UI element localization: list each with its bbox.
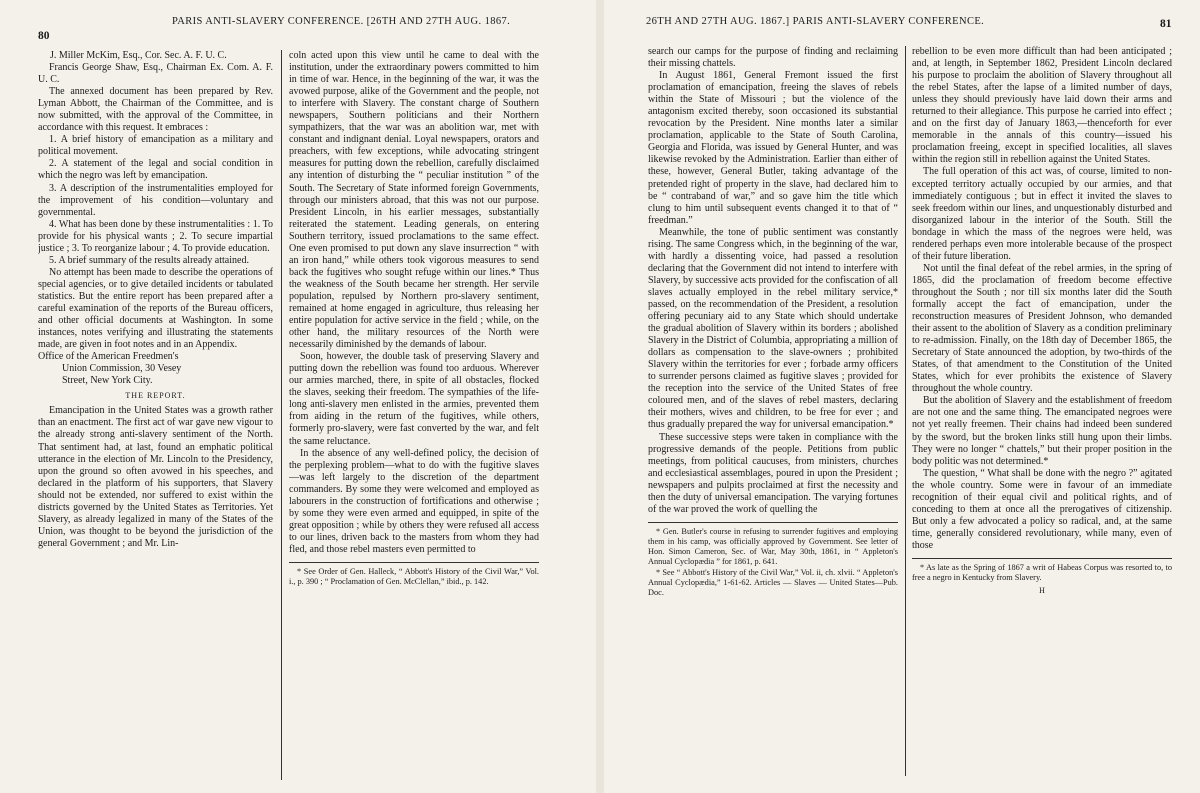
paragraph: coln acted upon this view until he came to deal with the institution, under the extraordinary powers committed to him in time of war. Hence, in the beginning of the war, it was the avowed purpose, alike of the Government and the people, not to interfere with Slavery. The constant charge of Southern newspapers, Southern politicians and their Northern sympathizers, that the war was an abolition war, met with constant and indignant denial. Loyal newspapers, orators and preachers, with few exceptions, while advocating stringent measures for putting down the rebellion, carefully disclaimed any intention of disturbing the “ peculiar institution ” of the South. The Secretary of State informed foreign Governments, through our ministers abroad, that this was not our purpose. President Lincoln, in his earlier messages, substantially reiterated the statement. Leading generals, on entering Southern territory, issued proclamations to the same effect. One even promised to put down any slave insurrection “ with an iron hand,” while others took vigorous measures to send back the fugitives who sought refuge within our lines.* Thus the weakness of the South became her strength. Her servile population, repulsed by Northern pro-slavery sentiment, remained at home engaged in agriculture, thus releasing her entire population for active service in the field ; while, on the other hand, the military resources of the North were necessarily diminished by the demands of labour.	[289, 50, 539, 351]
text-column-right	[289, 50, 539, 790]
paragraph: Not until the final defeat of the rebel armies, in the spring of 1865, did the proclamation of freedom become effective throughout the South ; nor till six months later did the South formally accept the fact of emancipation, under the reconstruction measures of President Johnson, who demanded their assent to the abolition of Slavery as a condition preliminary to re-admission. Finally, on the 18th day of December 1865, the Secretary of State announced the adoption, by two-thirds of the States, of that amendment to the Constitution of the United States, which for ever prohibits the existence of Slavery throughout the whole country.	[912, 262, 1172, 395]
book-gutter	[596, 0, 604, 793]
paragraph: These successive steps were taken in compliance with the progressive demands of the people. Petitions from public meetings, from political caucuses, from ministers, churches and ecclesiastical assemblages, poured in upon the President ; newspapers and pulpits proclaimed at first the necessity and then the duty of universal emancipation. The varying fortunes of the war proved the work of quelling the	[648, 431, 898, 515]
paragraph: Francis George Shaw, Esq., Chairman Ex. Com. A. F. U. C.	[38, 62, 273, 86]
office-address-line: Street, New York City.	[62, 375, 153, 387]
paragraph: The full operation of this act was, of course, limited to non-excepted territory actually occupied by our armies, and that immediately contiguous ; but in effect it invited the slaves to seek freedom within our lines, and unquestionably disturbed and disorganized labour in the interior of the South. Still the bondage in which the mass of the negroes were held, was rendered perhaps even more intolerable because of the prospect of their future liberation.	[912, 166, 1172, 262]
paragraph: The annexed document has been prepared by Rev. Lyman Abbott, the Chairman of the Committee, and is now submitted, with the approval of the Committee, in accordance with this request. It embraces :	[38, 86, 273, 134]
page-number: 81	[1160, 18, 1172, 30]
text-column-right	[912, 46, 1172, 790]
running-header: 26TH AND 27TH AUG. 1867.] PARIS ANTI-SLAVERY CONFERENCE.	[646, 16, 985, 27]
paragraph: 3. A description of the instrumentalities employed for the improvement of his condition—voluntary and governmental.	[38, 182, 273, 218]
paragraph: rebellion to be even more difficult than had been anticipated ; and, at length, in September 1862, President Lincoln declared his purpose to proclaim the abolition of Slavery throughout all the rebel States, after the lapse of a limited number of days, unless they should previously have laid down their arms and returned to their allegiance. This purpose he carried into effect ; and on the first day of January 1863,—thenceforth for ever memorable in the annals of this country—issued his proclamation freeing, except in specified localities, all slaves within the region still in rebellion against the United States.	[912, 46, 1172, 166]
paragraph: 4. What has been done by these instrumentalities : 1. To provide for his physical wants ; 2. To secure impartial justice ; 3. To reorganize labour ; 4. To provide education.	[38, 218, 273, 254]
right-page	[604, 0, 1200, 793]
footnote: * As late as the Spring of 1867 a writ of Habeas Corpus was resorted to, to free a negro in Kentucky from Slavery.	[912, 562, 1172, 583]
paragraph: In August 1861, General Fremont issued the first proclamation of emancipation, freeing the slaves of rebels within the State of Missouri ; but the violence of the antagonism excited thereby, soon occasioned its substantial revocation by the President. Nine months later a similar proclamation, applicable to the State of South Carolina, Georgia and Florida, was issued by General Hunter, and was likewise revoked by the Administration. Earlier than either of these, however, General Butler, taking advantage of the pretended right of property in the slave, had declared him to be “ contraband of war,” and so gave him the title which clung to him until subsequent events changed it to that of “ freedman.”	[648, 70, 898, 226]
column-divider	[281, 50, 282, 780]
paragraph: 2. A statement of the legal and social condition in which the negro was left by emancipation.	[38, 158, 273, 182]
paragraph: 1. A brief history of emancipation as a military and political movement.	[38, 134, 273, 158]
paragraph: J. Miller McKim, Esq., Cor. Sec. A. F. U. C.	[50, 50, 227, 61]
page-number: 80	[38, 30, 50, 42]
signature-mark: H	[1039, 586, 1045, 596]
office-address-line: Office of the American Freedmen's	[38, 351, 179, 363]
paragraph: But the abolition of Slavery and the establishment of freedom are not one and the same thing. The emancipated negroes were not yet really freemen. Their chains had indeed been sundered by the sword, but the broken links still hung upon their limbs. They were no longer “ chattels,” but their proper position in the body politic was not determined.*	[912, 395, 1172, 467]
footnote: * See Order of Gen. Halleck, “ Abbott's History of the Civil War,” Vol. i., p. 390 ; “ Proclamation of Gen. McClellan,” ibid., p. 142.	[289, 566, 539, 587]
paragraph: No attempt has been made to describe the operations of special agencies, or to give detailed incidents or tabulated statistics. But the entire report has been prepared after a careful examination of the reports of the Bureau officers, and other official documents at Washington. In some instances, notes verifying and illustrating the statements made, are given in foot notes and in an Appendix.	[38, 266, 273, 351]
paragraph: Emancipation in the United States was a growth rather than an enactment. The first act of war gave new vigour to the already strong anti-slavery sentiment of the North. That sentiment had, at last, found an emphatic political utterance in the election of Mr. Lincoln to the Presidency, upon the ground so often avowed in his speeches, and declared in the platform of his supporters, that Slavery should not be extended, nor suffered to exist within the districts governed by the United States as Territories. Yet Slavery, as already legalized in many of the States of the Union, was thought to be beyond the jurisdiction of the general Government ; and Mr. Lin-	[38, 405, 273, 549]
footnote-rule	[912, 558, 1172, 559]
text-column-left	[38, 50, 273, 790]
section-heading: THE REPORT.	[125, 391, 186, 401]
paragraph: Soon, however, the double task of preserving Slavery and putting down the rebellion was found too arduous. Wherever our armies marched, there, in spite of all obstacles, flocked the slaves, seeking their freedom. The sympathies of the life-long anti-slavery men enlisted in the armies, prevented them from aiding in the return of the fugitives, while others, formerly pro-slavery, were fast converted by the war, and felt the same reluctance.	[289, 351, 539, 447]
footnote: * Gen. Butler's course in refusing to surrender fugitives and employing them in his camp, was officially approved by Government. See letter of Hon. Simon Cameron, Sec. of War, May 30th, 1861, in “ Appleton's Annual Cyclopædia ” for 1861, p. 641.	[648, 526, 898, 567]
paragraph: 5. A brief summary of the results already attained.	[49, 254, 249, 266]
footnote: * See “ Abbott's History of the Civil War,” Vol. ii, ch. xlvii. “ Appleton's Annual Cyclopædia,” 1-61-62. Articles — Slaves — United States—Pub. Doc.	[648, 567, 898, 598]
column-divider	[905, 46, 906, 776]
office-address-line: Union Commission, 30 Vesey	[62, 363, 182, 375]
footnote-rule	[648, 522, 898, 523]
paragraph: Meanwhile, the tone of public sentiment was constantly rising. The same Congress which, in the beginning of the war, with hardly a dissenting voice, had passed a resolution declaring that the Government did not intend to interfere with Slavery, by successive acts provided for the confiscation of all slaves actually employed in the rebel military service,* passed, on the recommendation of the President, a resolution offering pecuniary aid to any State which should undertake the gradual abolition of Slavery within its borders ; abolished Slavery in the District of Columbia, appropriating a million of dollars as compensation to the slave-owners ; prohibited Slavery within the territories for ever ; forbade army officers to surrender persons claimed as fugitive slaves ; provided for the reception into the service of the United States of free coloured men, and of the slaves of rebel masters, declaring their mothers, wives and children, to be free for ever ; and thus gradually prepared the way for universal emancipation.*	[648, 226, 898, 431]
paragraph: In the absence of any well-defined policy, the decision of the perplexing problem—what to do with the fugitive slaves—was left largely to the discretion of the department commanders. By some they were welcomed and employed as labourers in the construction of fortifications and otherwise ; by some they were even armed and equipped, in spite of the great opposition ; while by others they were refused all access to our lines, driven back to the masters from whom they had fled, and those rebel masters even permitted to	[289, 447, 539, 555]
text-column-left	[648, 46, 898, 790]
paragraph: search our camps for the purpose of finding and reclaiming their missing chattels.	[648, 46, 898, 70]
running-header: PARIS ANTI-SLAVERY CONFERENCE. [26TH AND 27TH AUG. 1867.	[172, 16, 511, 27]
paragraph: The question, “ What shall be done with the negro ?” agitated the whole country. Some were in favour of an immediate recognition of their equal civil and political rights, and of conceding to them at once all the prerogatives of citizenship. But only a few advocated a policy so radical, and, at the same time, generally considered revolutionary, while many, even of those	[912, 467, 1172, 551]
footnote-rule	[289, 562, 539, 563]
